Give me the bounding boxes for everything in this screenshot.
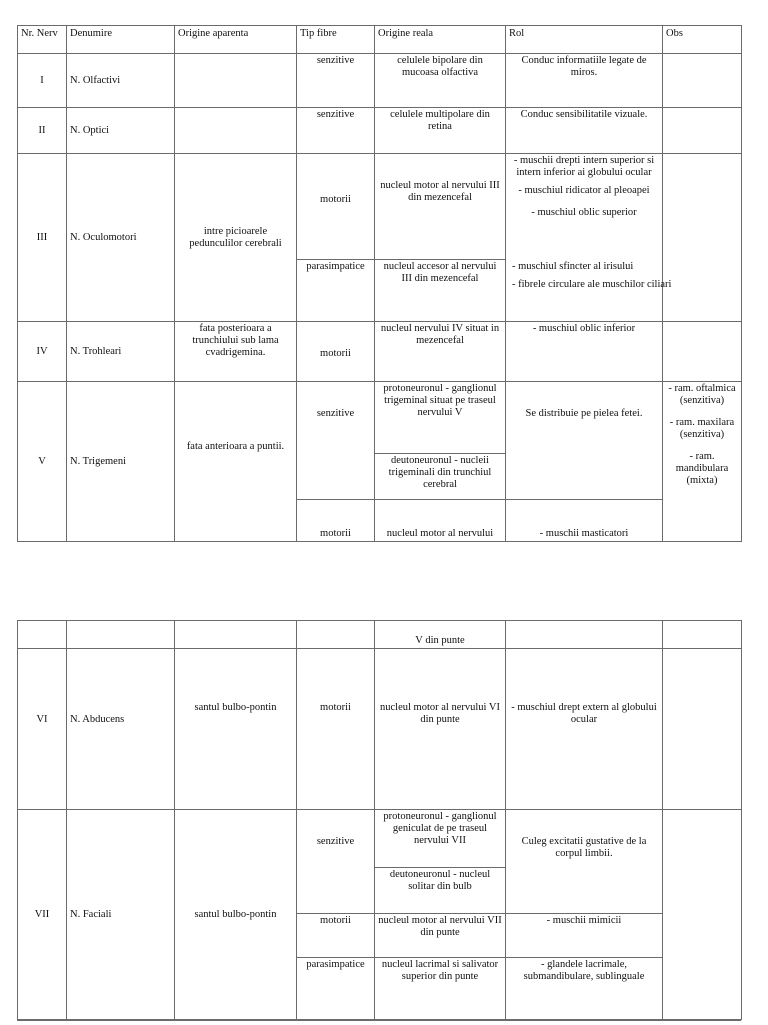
role-item: - muschii drepti intern superior si intern inferior ai globului ocular <box>513 155 655 178</box>
cranial-nerves-table-part-2 <box>17 620 742 1020</box>
table-row <box>18 621 742 649</box>
nerve-number: VII <box>18 810 67 1020</box>
obs <box>663 649 742 810</box>
header-tip-fibre: Tip fibre <box>297 26 375 54</box>
origin-apparent <box>175 108 297 154</box>
role-item: - muschiul sfincter al irisului <box>512 260 634 272</box>
role: - muschiul oblic inferior <box>506 322 663 382</box>
obs <box>663 54 742 108</box>
obs <box>663 621 742 649</box>
role: Conduc informatiile legate de miros. <box>506 54 663 108</box>
origin-real: celulele multipolare din retina <box>375 108 506 154</box>
nerve-number: V <box>18 382 67 542</box>
origin-real: nucleul nervului IV situat in mezencefal <box>375 322 506 382</box>
nerve-number: IV <box>18 322 67 382</box>
table-row <box>18 322 742 382</box>
role: - muschii mimicii <box>506 914 663 958</box>
role: - muschiul drept extern al globului ocular <box>506 649 663 810</box>
obs-item: - ram. mandibulara (mixta) <box>675 451 729 486</box>
fibre-type: motorii <box>297 649 375 810</box>
header-denumire: Denumire <box>67 26 175 54</box>
fibre-type: motorii <box>297 322 375 382</box>
origin-apparent: fata posterioara a trunchiului sub lama cvadrigemina. <box>175 322 297 382</box>
obs <box>663 322 742 382</box>
origin-apparent <box>175 621 297 649</box>
origin-real: V din punte <box>375 621 506 649</box>
fibre-type: senzitive <box>297 810 375 914</box>
role: - glandele lacrimale, submandibulare, sublinguale <box>506 958 663 1020</box>
nerve-name: N. Faciali <box>67 810 175 1020</box>
fibre-type <box>297 621 375 649</box>
role-item: - muschiul ridicator al pleoapei <box>518 185 650 196</box>
origin-apparent: santul bulbo-pontin <box>175 810 297 1020</box>
header-row <box>18 26 742 54</box>
role: - muschii masticatori <box>506 500 663 542</box>
nerve-number: II <box>18 108 67 154</box>
table-row <box>18 154 742 260</box>
fibre-type: parasimpatice <box>297 260 375 322</box>
table-row <box>18 108 742 154</box>
obs-item: - ram. oftalmica (senzitiva) <box>668 383 736 406</box>
obs <box>663 154 742 322</box>
obs <box>663 810 742 1020</box>
origin-real: nucleul motor al nervului VII din punte <box>375 914 506 958</box>
table-row <box>18 382 742 454</box>
origin-real: nucleul motor al nervului VI din punte <box>375 649 506 810</box>
nerve-name: N. Olfactivi <box>67 54 175 108</box>
next-table-edge <box>17 1020 741 1025</box>
header-rol: Rol <box>506 26 663 54</box>
role: Se distribuie pe pielea fetei. <box>506 382 663 500</box>
role-item: - fibrele circulare ale muschilor ciliari <box>512 278 672 290</box>
fibre-type: motorii <box>297 914 375 958</box>
origin-real: nucleul accesor al nervului III din mezencefal <box>375 260 506 322</box>
table-row <box>18 649 742 810</box>
fibre-type: motorii <box>297 154 375 260</box>
fibre-type: senzitive <box>297 54 375 108</box>
role: Culeg excitatii gustative de la corpul limbii. <box>506 810 663 914</box>
role <box>506 154 663 260</box>
table-row <box>18 54 742 108</box>
fibre-type: senzitive <box>297 108 375 154</box>
nerve-name: N. Trigemeni <box>67 382 175 542</box>
origin-real: nucleul lacrimal si salivator superior din punte <box>375 958 506 1020</box>
header-nr: Nr. Nerv <box>18 26 67 54</box>
obs <box>663 382 742 542</box>
origin-apparent: fata anterioara a puntii. <box>175 382 297 542</box>
role <box>506 621 663 649</box>
role-item: - muschiul oblic superior <box>531 207 637 218</box>
header-obs: Obs <box>663 26 742 54</box>
fibre-type: motorii <box>297 500 375 542</box>
origin-apparent: santul bulbo-pontin <box>175 649 297 810</box>
nerve-name: N. Oculomotori <box>67 154 175 322</box>
nerve-number: I <box>18 54 67 108</box>
origin-real: deutoneuronul - nucleul solitar din bulb <box>375 868 506 914</box>
header-origine-reala: Origine reala <box>375 26 506 54</box>
role: Conduc sensibilitatile vizuale. <box>506 108 663 154</box>
origin-real: nucleul motor al nervului <box>375 500 506 542</box>
origin-real: deutoneuronul - nucleii trigeminali din trunchiul cerebral <box>375 454 506 500</box>
origin-real: protoneuronul - ganglionul geniculat de pe traseul nervului VII <box>375 810 506 868</box>
origin-apparent: intre picioarele pedunculilor cerebrali <box>175 154 297 322</box>
role <box>506 260 672 322</box>
nerve-name <box>67 621 175 649</box>
nerve-name: N. Abducens <box>67 649 175 810</box>
obs-item: - ram. maxilara (senzitiva) <box>669 417 735 440</box>
table-row <box>18 810 742 868</box>
origin-apparent <box>175 54 297 108</box>
header-origine-aparenta: Origine aparenta <box>175 26 297 54</box>
fibre-type: parasimpatice <box>297 958 375 1020</box>
fibre-type: senzitive <box>297 382 375 500</box>
nerve-number <box>18 621 67 649</box>
nerve-name: N. Trohleari <box>67 322 175 382</box>
origin-real: nucleul motor al nervului III din mezencefal <box>375 154 506 260</box>
nerve-number: III <box>18 154 67 322</box>
nerve-name: N. Optici <box>67 108 175 154</box>
origin-real: celulele bipolare din mucoasa olfactiva <box>375 54 506 108</box>
origin-real: protoneuronul - ganglionul trigeminal situat pe traseul nervului V <box>375 382 506 454</box>
cranial-nerves-table-part-1 <box>17 25 742 542</box>
nerve-number: VI <box>18 649 67 810</box>
obs <box>663 108 742 154</box>
